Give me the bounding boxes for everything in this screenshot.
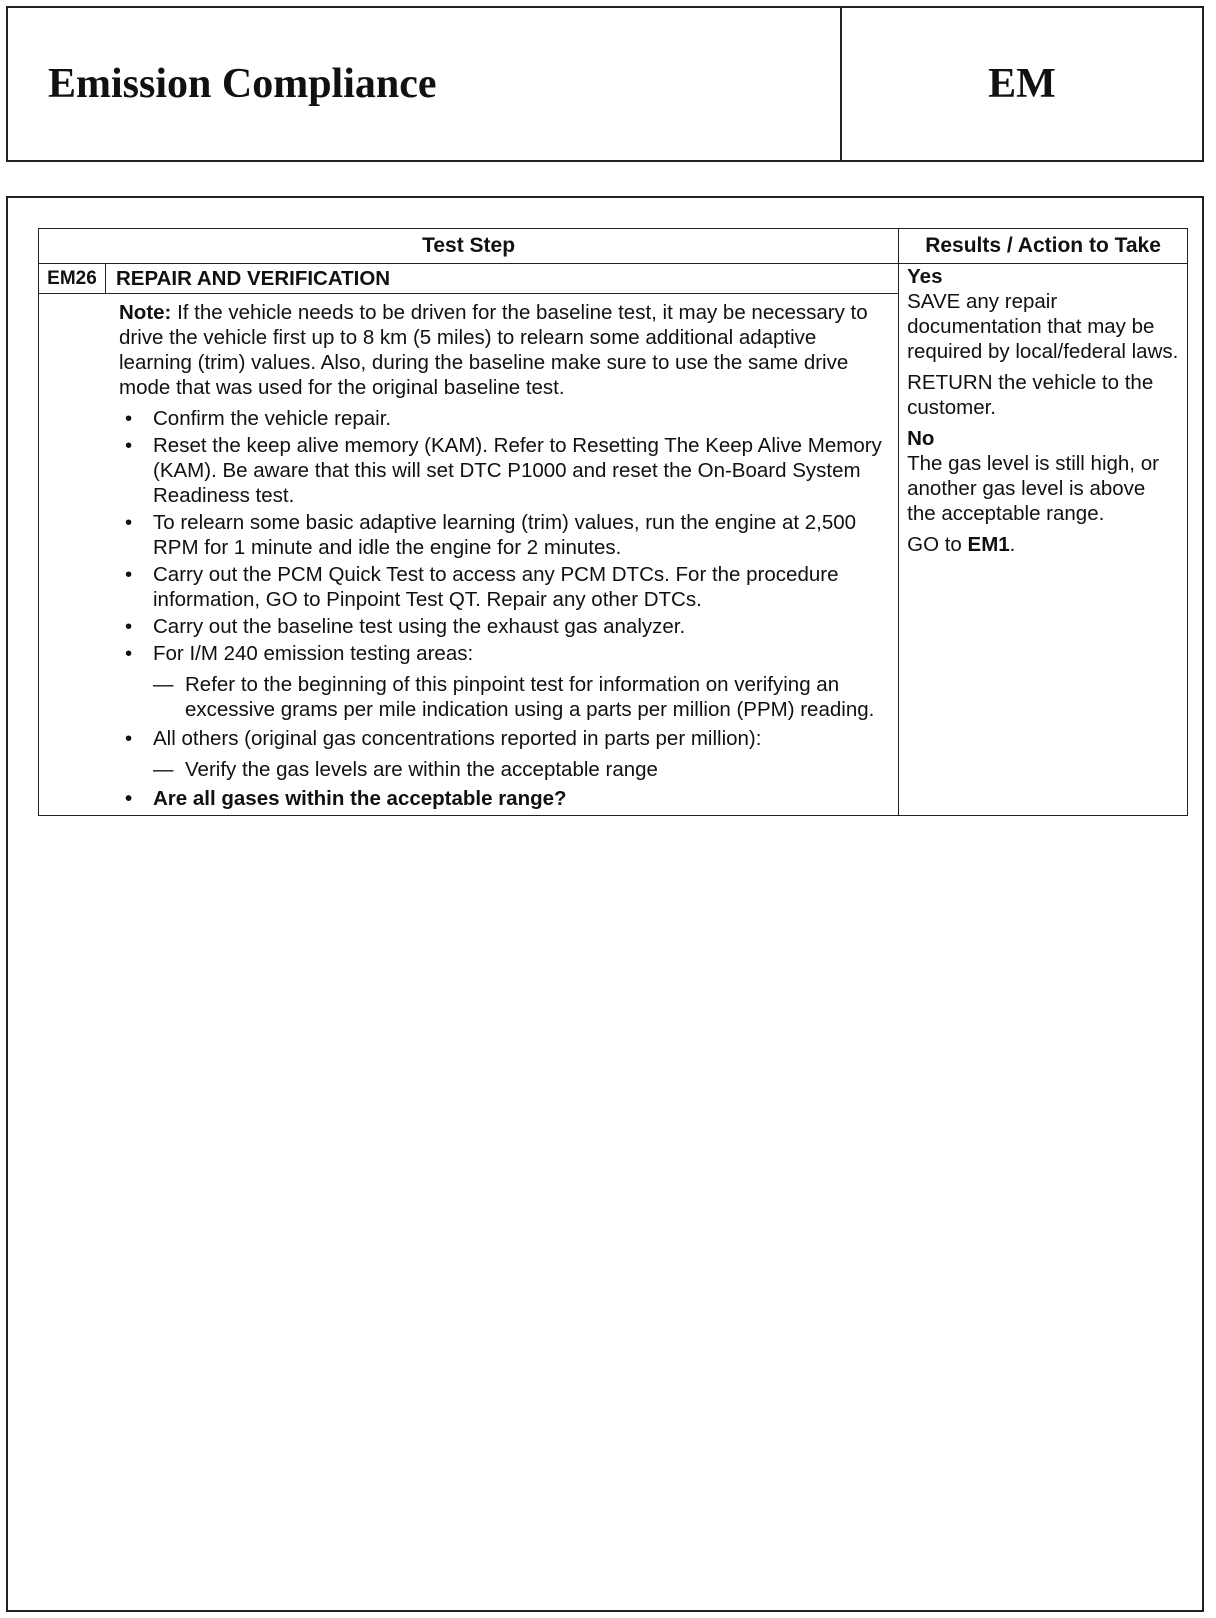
page-header bbox=[6, 6, 1204, 162]
result-no-text: The gas level is still high, or another gas level is above the acceptable range. bbox=[907, 452, 1159, 525]
note-label: Note: bbox=[119, 301, 172, 324]
result-no bbox=[907, 426, 1179, 526]
step-title: REPAIR AND VERIFICATION bbox=[106, 264, 899, 294]
step-question: • Are all gases within the acceptable range? bbox=[119, 786, 888, 811]
step-question-list bbox=[119, 786, 888, 811]
sub-item-text: Verify the gas levels are within the acceptable range bbox=[185, 758, 658, 781]
list-item: • To relearn some basic adaptive learning (trim) values, run the engine at 2,500 RPM for 1 minute and idle the engine for 2 minutes. bbox=[119, 510, 888, 560]
step-note bbox=[119, 300, 888, 400]
column-header-test-step: Test Step bbox=[39, 229, 899, 264]
list-item: • Reset the keep alive memory (KAM). Refer to Resetting The Keep Alive Memory (KAM). Be aware that this will set DTC P1000 and reset the On-Board System Readiness test. bbox=[119, 433, 888, 508]
test-step-table bbox=[38, 228, 1188, 816]
result-yes bbox=[907, 264, 1179, 364]
list-item: • Carry out the PCM Quick Test to access any PCM DTCs. For the procedure information, GO to Pinpoint Test QT. Repair any other DTCs. bbox=[119, 562, 888, 612]
goto-suffix: . bbox=[1009, 533, 1016, 556]
step-id: EM26 bbox=[39, 264, 106, 294]
list-item: • For I/M 240 emission testing areas: bbox=[119, 641, 888, 666]
sub-item bbox=[119, 672, 888, 722]
column-header-results: Results / Action to Take bbox=[899, 229, 1188, 264]
list-item: • Confirm the vehicle repair. bbox=[119, 406, 888, 431]
sub-item-text: Refer to the beginning of this pinpoint test for information on verifying an excessive grams per mile indication using a parts per million (PPM) reading. bbox=[185, 673, 875, 721]
step-bullet-list-2 bbox=[119, 726, 888, 751]
result-yes-text: SAVE any repair documentation that may be required by local/federal laws. bbox=[907, 290, 1179, 363]
result-yes-return: RETURN the vehicle to the customer. bbox=[907, 371, 1154, 419]
table-header-row bbox=[39, 229, 1188, 264]
step-title-row bbox=[39, 264, 1188, 294]
sub-item bbox=[119, 757, 888, 782]
step-bullet-list bbox=[119, 406, 888, 666]
section-code: EM bbox=[840, 8, 1202, 160]
goto-target-link[interactable]: EM1 bbox=[967, 533, 1010, 556]
step-body bbox=[39, 294, 899, 816]
result-yes-label: Yes bbox=[907, 265, 943, 288]
section-title: Emission Compliance bbox=[48, 61, 437, 107]
results-cell bbox=[899, 264, 1188, 816]
content-frame bbox=[6, 196, 1204, 1612]
result-no-label: No bbox=[907, 427, 935, 450]
note-text: If the vehicle needs to be driven for the baseline test, it may be necessary to drive the vehicle first up to 8 km (5 miles) to relearn some additional adaptive learning (trim) values. Also, during the baseline make sure to use the same drive mode that was used for the original baseline test. bbox=[119, 301, 868, 399]
dash-glyph: — bbox=[153, 673, 174, 696]
dash-glyph: — bbox=[153, 758, 174, 781]
goto-prefix: GO to bbox=[907, 533, 968, 556]
list-item: • Carry out the baseline test using the exhaust gas analyzer. bbox=[119, 614, 888, 639]
list-item: • All others (original gas concentrations reported in parts per million): bbox=[119, 726, 888, 751]
result-goto bbox=[907, 532, 1179, 557]
